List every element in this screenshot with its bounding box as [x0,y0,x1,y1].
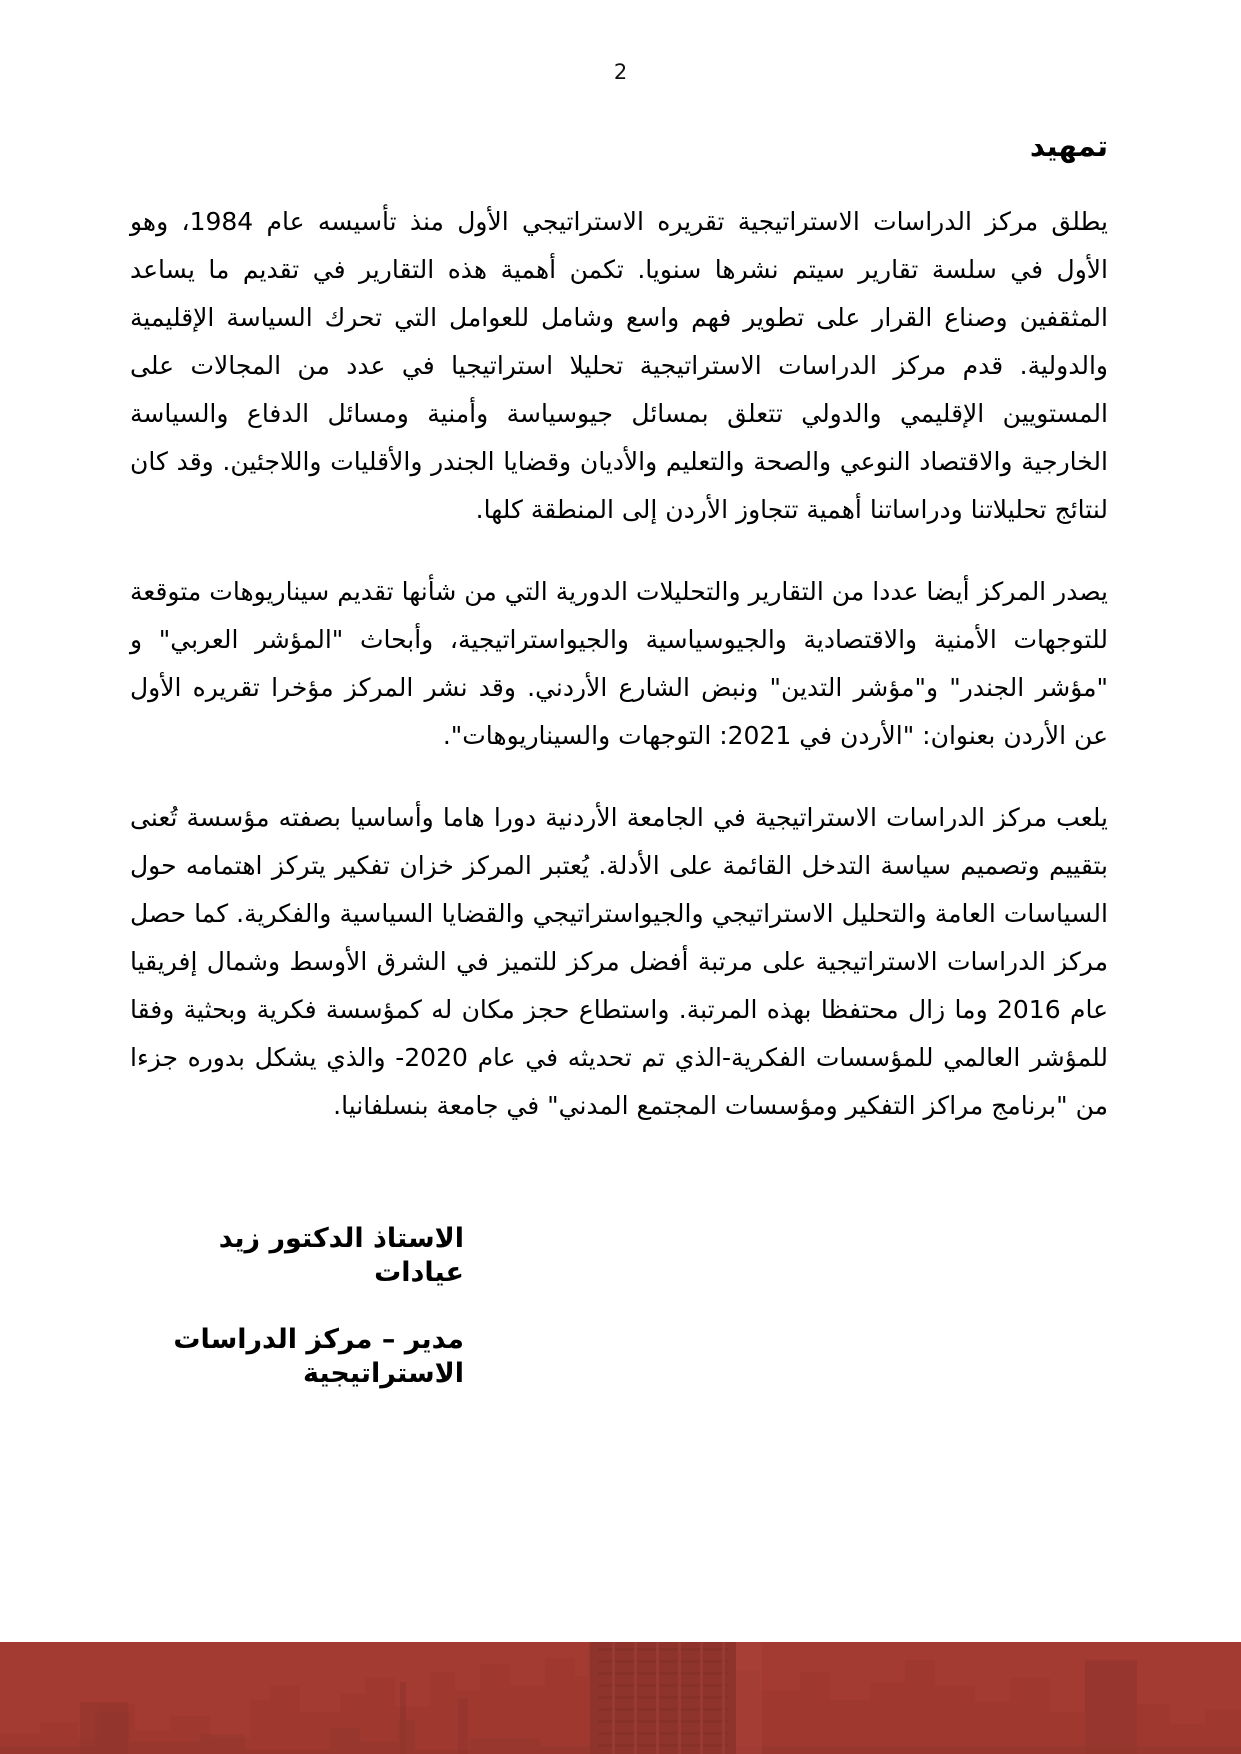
section-heading: تمهيد [1029,129,1108,163]
signature-title: مدير – مركز الدراسات الاستراتيجية [173,1324,464,1390]
signature-block [134,1222,464,1391]
body-paragraph: يلعب مركز الدراسات الاستراتيجية في الجامعة الأردنية دورا هاما وأساسيا بصفته مؤسسة تُعنى بتقييم وتصميم سياسة التدخل القائمة على الأدلة. يُعتبر المركز خزان تفكير يتركز اهتمامه حول السياسات العامة والتحليل الاستراتيجي والجيواستراتيجي والقضايا السياسية والفكرية. كما حصل مركز الدراسات الاستراتيجية على مرتبة أفضل مركز للتميز في الشرق الأوسط وشمال إفريقيا عام 2016 وما زال محتفظا بهذه المرتبة. واستطاع حجز مكان له كمؤسسة فكرية وبحثية وفقا للمؤشر العالمي للمؤسسات الفكرية-الذي تم تحديثه في عام 2020- والذي يشكل بدوره جزءا من "برنامج مراكز التفكير ومؤسسات المجتمع المدني" في جامعة بنسلفانيا. [130,802,1108,1120]
page-number: 2 [613,60,628,84]
page-content [130,129,1108,1391]
footer-banner-image [0,1642,1241,1754]
city-skyline-image [0,1642,1241,1754]
body-paragraph: يصدر المركز أيضا عددا من التقارير والتحليلات الدورية التي من شأنها تقديم سيناريوهات متوقعة للتوجهات الأمنية والاقتصادية والجيوسياسية والجيواستراتيجية، وأبحاث "المؤشر العربي" و "مؤشر الجندر" و"مؤشر التدين" ونبض الشارع الأردني. وقد نشر المركز مؤخرا تقريره الأول عن الأردن بعنوان: "الأردن في 2021: التوجهات والسيناريوهات". [130,576,1108,750]
signature-name: الاستاذ الدكتور زيد عيادات [218,1222,464,1288]
body-paragraph: يطلق مركز الدراسات الاستراتيجية تقريره الاستراتيجي الأول منذ تأسيسه عام 1984، وهو الأول في سلسة تقارير سيتم نشرها سنويا. تكمن أهمية هذه التقارير في تقديم ما يساعد المثقفين وصناع القرار على تطوير فهم واسع وشامل للعوامل التي تحرك السياسة الإقليمية والدولية. قدم مركز الدراسات الاستراتيجية تحليلا استراتيجيا في عدد من المجالات على المستويين الإقليمي والدولي تتعلق بمسائل جيوسياسة وأمنية ومسائل الدفاع والسياسة الخارجية والاقتصاد النوعي والصحة والتعليم والأديان وقضايا الجندر والأقليات واللاجئين. وقد كان لنتائج تحليلاتنا ودراساتنا أهمية تتجاوز الأردن إلى المنطقة كلها. [130,206,1109,524]
